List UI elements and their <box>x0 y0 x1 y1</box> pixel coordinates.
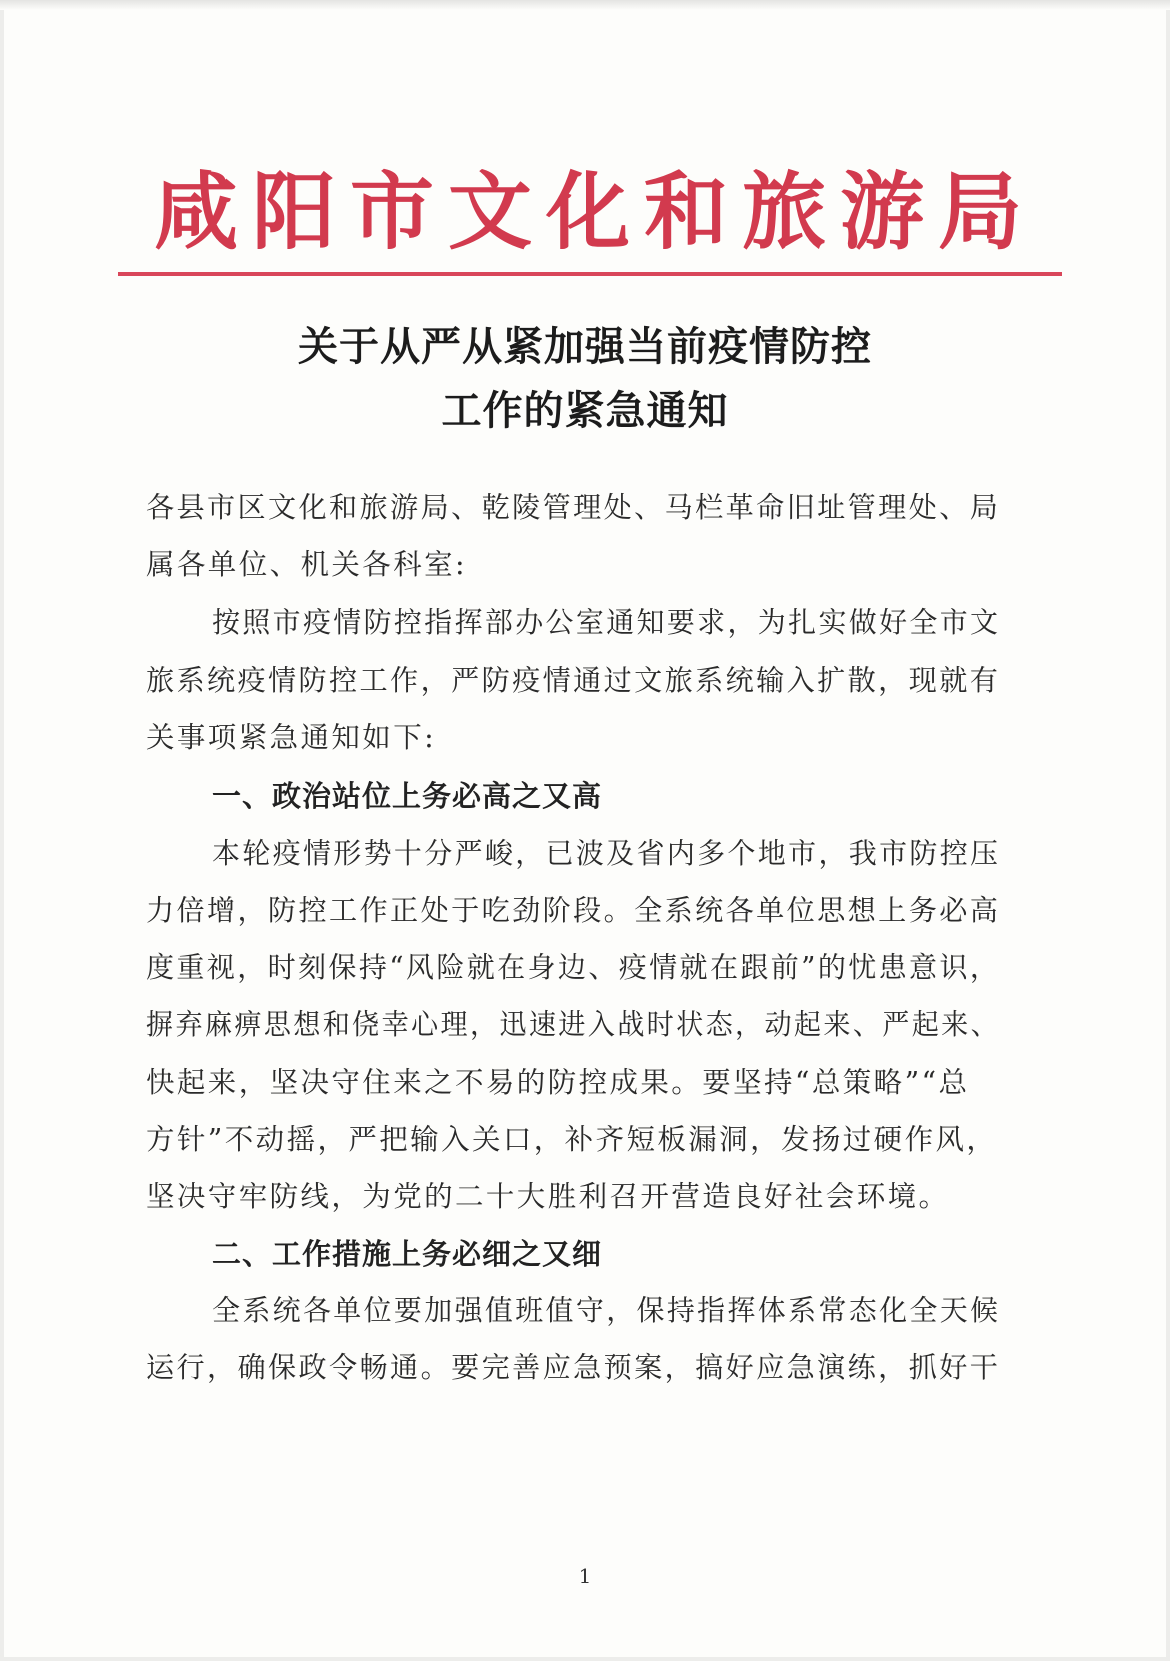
section-1-heading: 一、政治站位上务必高之又高 <box>212 779 603 813</box>
document-title-line-2: 工作的紧急通知 <box>441 387 729 434</box>
addressee-line-2: 属各单位、机关各科室: <box>146 548 468 581</box>
section-1-line-2: 力倍增，防控工作正处于吃劲阶段。全系统各单位思想上务必高 <box>146 894 1001 927</box>
document-title-line-1: 关于从严从紧加强当前疫情防控 <box>298 323 872 370</box>
section-2-line-2: 运行，确保政令畅通。要完善应急预案，搞好应急演练，抓好干 <box>146 1351 1001 1384</box>
intro-line-1: 按照市疫情防控指挥部办公室通知要求，为扎实做好全市文 <box>212 606 1001 639</box>
section-2-line-1: 全系统各单位要加强值班值守，保持指挥体系常态化全天候 <box>212 1294 1001 1327</box>
section-1-line-5: 快起来，坚决守住来之不易的防控成果。要坚持“总策略”“总 <box>146 1066 970 1099</box>
agency-letterhead: 咸阳市文化和旅游局 <box>153 162 1036 261</box>
section-1-line-1: 本轮疫情形势十分严峻，已波及省内多个地市，我市防控压 <box>212 837 1001 870</box>
intro-line-2: 旅系统疫情防控工作，严防疫情通过文旅系统输入扩散，现就有 <box>146 664 1001 697</box>
section-1-line-6: 方针”不动摇，严把输入关口，补齐短板漏洞，发扬过硬作风， <box>146 1123 998 1156</box>
section-2-heading: 二、工作措施上务必细之又细 <box>212 1237 603 1271</box>
letterhead-red-rule <box>118 272 1062 276</box>
scan-top-edge <box>0 0 1170 10</box>
addressee-line-1: 各县市区文化和旅游局、乾陵管理处、马栏革命旧址管理处、局 <box>146 491 1001 524</box>
section-1-line-7: 坚决守牢防线，为党的二十大胜利召开营造良好社会环境。 <box>146 1180 950 1213</box>
section-1-line-4: 摒弃麻痹思想和侥幸心理，迅速进入战时状态，动起来、严起来、 <box>146 1008 1001 1041</box>
intro-line-3: 关事项紧急通知如下: <box>146 721 437 754</box>
page-number: 1 <box>578 1564 592 1588</box>
section-1-line-3: 度重视，时刻保持“风险就在身边、疫情就在跟前”的忧患意识， <box>146 951 1001 984</box>
